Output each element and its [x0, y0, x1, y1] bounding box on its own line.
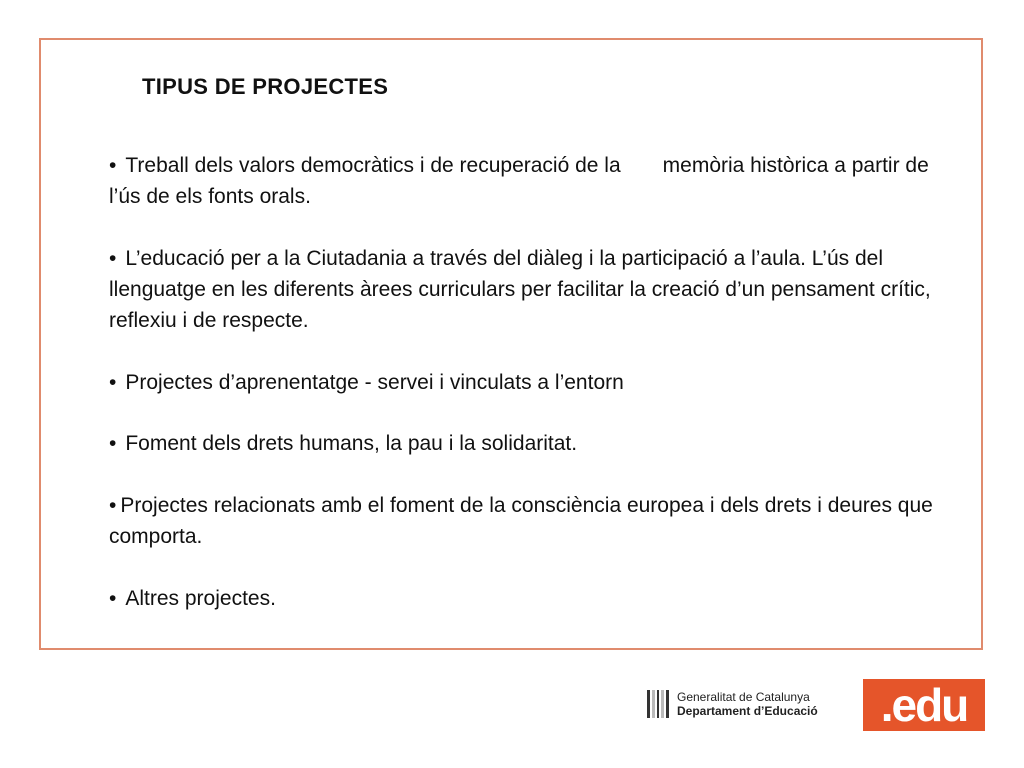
list-item: • Treball dels valors democràtics i de recuperació de la memòria històrica a partir de l’ús de els fonts orals.: [109, 150, 949, 212]
bullet-icon: •: [109, 154, 117, 177]
generalitat-logo: [647, 688, 818, 720]
list-item: • L’educació per a la Ciutadania a través del diàleg i la participació a l’aula. L’ús del llenguatge en les diferents àrees curriculars per facilitar la creació d’un pensament crític, reflexiu i de respecte.: [109, 243, 949, 336]
bullet-icon: •: [109, 432, 117, 455]
bullet-icon: •: [109, 494, 117, 517]
page-title: TIPUS DE PROJECTES: [142, 74, 389, 99]
edu-logo: .edu: [863, 679, 985, 731]
department-name: Departament d’Educació: [677, 704, 818, 718]
bullet-icon: •: [109, 371, 117, 394]
catalonia-crest-icon: [647, 690, 669, 718]
content-frame: [39, 38, 983, 650]
list-item: • Projectes d’aprenentatge - servei i vinculats a l’entorn: [109, 367, 949, 398]
org-name: Generalitat de Catalunya: [677, 690, 810, 704]
bullet-icon: •: [109, 247, 117, 270]
bullet-icon: •: [109, 587, 117, 610]
list-item: • Projectes relacionats amb el foment de la consciència europea i dels drets i deures que comporta.: [109, 490, 949, 552]
list-item: • Altres projectes.: [109, 583, 949, 614]
list-item: • Foment dels drets humans, la pau i la solidaritat.: [109, 428, 949, 459]
